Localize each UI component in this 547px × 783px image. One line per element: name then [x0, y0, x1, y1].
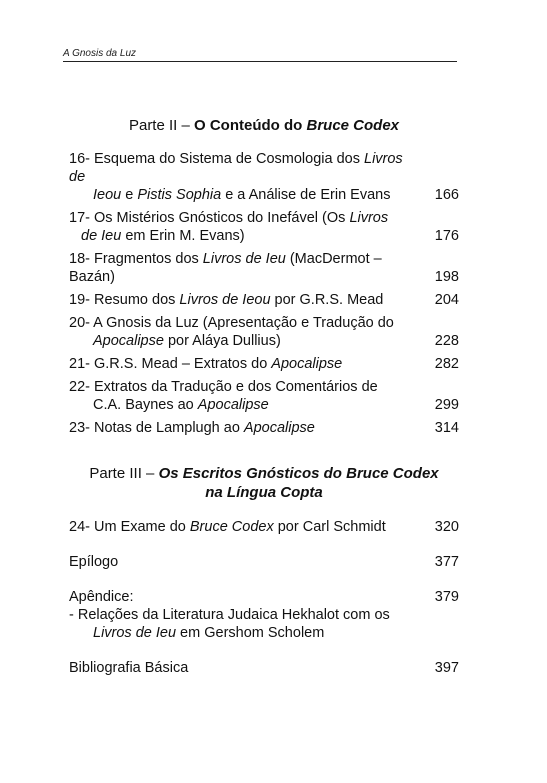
page-number: 166 [434, 187, 459, 203]
part-3-title-line2: na Língua Copta [205, 484, 323, 501]
part-2-title-italic: Bruce Codex [306, 117, 400, 134]
page-number: 204 [434, 292, 459, 308]
table-of-contents [69, 116, 459, 677]
page-number: 198 [434, 269, 459, 285]
toc-entry-18: 18- Fragmentos dos Livros de Ieu (MacDermot – Bazán) 198 [69, 251, 459, 285]
toc-entry-bibliografia: Bibliografia Básica 397 [69, 660, 459, 676]
toc-entry-23: 23- Notas de Lamplugh ao Apocalipse 314 [69, 420, 459, 436]
part-2-title: O Conteúdo do [194, 117, 303, 134]
page-number: 314 [434, 420, 459, 436]
toc-entry-16: 16- Esquema do Sistema de Cosmologia dos Livros de Ieou e Pistis Sophia e a Análise de Erin Evans 166 [69, 151, 459, 203]
page-number: 377 [434, 554, 459, 570]
page-number: 282 [434, 356, 459, 372]
toc-entry-17: 17- Os Mistérios Gnósticos do Inefável (Os Livros de Ieu em Erin M. Evans) 176 [69, 210, 459, 244]
part-2-prefix: Parte II – [128, 117, 190, 134]
toc-entry-epilogo: Epílogo 377 [69, 554, 459, 570]
part-2-heading [69, 116, 459, 135]
part-3-title: Os Escritos Gnósticos do Bruce Codex [158, 465, 439, 482]
page-number: 176 [434, 228, 459, 244]
page-number: 228 [434, 333, 459, 349]
part-3-prefix: Parte III – [89, 465, 155, 482]
running-header: A Gnosis da Luz [63, 48, 457, 62]
page-number: 379 [434, 589, 459, 605]
toc-entry-apendice: Apêndice: 379 - Relações da Literatura Judaica Hekhalot com os Livros de Ieu em Gershom Scholem [69, 589, 459, 641]
page-number: 320 [434, 519, 459, 535]
part-3-heading [69, 464, 459, 502]
toc-entry-24: 24- Um Exame do Bruce Codex por Carl Schmidt 320 [69, 519, 459, 535]
toc-entry-20: 20- A Gnosis da Luz (Apresentação e Tradução do Apocalipse por Aláya Dullius) 228 [69, 315, 459, 349]
toc-entry-21: 21- G.R.S. Mead – Extratos do Apocalipse 282 [69, 356, 459, 372]
toc-entry-19: 19- Resumo dos Livros de Ieou por G.R.S. Mead 204 [69, 292, 459, 308]
page-number: 299 [434, 397, 459, 413]
toc-entry-22: 22- Extratos da Tradução e dos Comentários de C.A. Baynes ao Apocalipse 299 [69, 379, 459, 413]
page-number: 397 [434, 660, 459, 676]
